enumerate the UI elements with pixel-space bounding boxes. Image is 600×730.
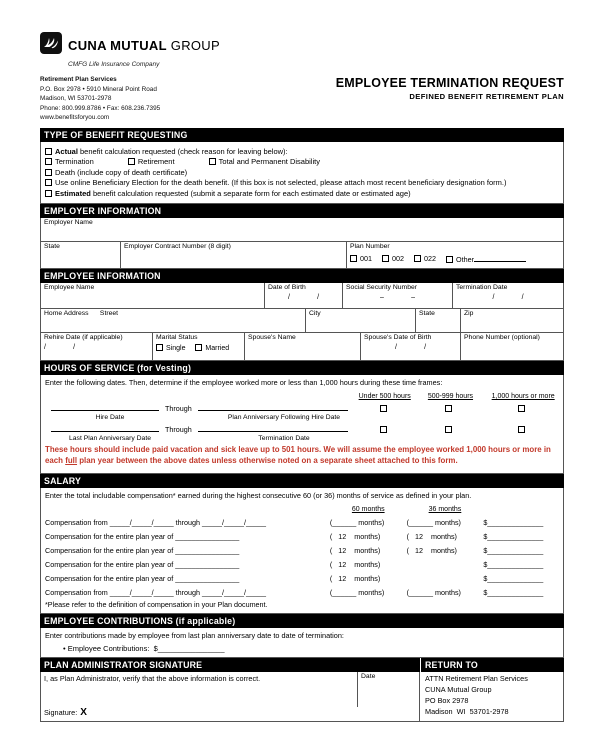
single-checkbox[interactable] <box>156 344 163 351</box>
section-header-benefit-type: TYPE OF BENEFIT REQUESTING <box>40 128 564 142</box>
beneficiary-label: Use online Beneficiary Election for the death benefit. (If this box is not selected, please attach most recent beneficiary designation form.) <box>55 178 507 188</box>
page-title: EMPLOYEE TERMINATION REQUEST <box>335 76 564 90</box>
death-label: Death (include copy of death certificate) <box>55 167 188 177</box>
spouse-dob-label: Spouse's Date of Birth <box>364 334 432 342</box>
salary-col-60months: 60 months <box>351 506 385 514</box>
salary-instructions: Enter the total includable compensation* earned during the highest consecutive 60 (or 36) months of service as defined in your plan. <box>45 491 472 501</box>
employer-state-field[interactable] <box>41 242 121 268</box>
contact-website: www.benefitsforyou.com <box>40 114 110 122</box>
benefit-type-section <box>40 142 564 204</box>
rehire-date-slashes: / / <box>44 344 76 352</box>
salary-row4-amount-input[interactable]: $______________ <box>483 560 544 570</box>
plan-anniversary-input[interactable] <box>198 402 348 411</box>
salary-row <box>41 513 563 527</box>
salary-row6-label[interactable]: Compensation from _____/_____/_____ through _____/_____/_____ <box>45 588 266 598</box>
company-logo <box>40 32 564 59</box>
salary-row6-60months-input[interactable]: (______ months) <box>329 588 385 598</box>
company-name-bold: CUNA MUTUAL <box>68 38 167 53</box>
date-field[interactable] <box>357 672 419 707</box>
termination-date-field[interactable] <box>453 283 563 308</box>
dob-field[interactable] <box>265 283 343 308</box>
section-header-employee: EMPLOYEE INFORMATION <box>40 269 564 283</box>
marital-status-field <box>153 333 245 360</box>
termination-date-input[interactable] <box>198 423 348 432</box>
ssn-field[interactable] <box>343 283 453 308</box>
contact-department: Retirement Plan Services <box>40 76 117 83</box>
hours-warning-underlined: full <box>65 455 78 465</box>
hours-warning-part2: plan year between the above dates unless otherwise noted on a separate sheet attached to this form. <box>77 455 458 465</box>
termination-date-slashes: / / <box>492 294 524 302</box>
estimated-benefit-checkbox[interactable] <box>45 190 52 197</box>
single-label: Single <box>166 345 186 353</box>
salary-row5-label[interactable]: Compensation for the entire plan year of ________________ <box>45 574 240 584</box>
online-beneficiary-checkbox[interactable] <box>45 179 52 186</box>
signature-return-section <box>40 658 564 722</box>
section-header-salary: SALARY <box>40 474 564 488</box>
hours-instructions: Enter the following dates. Then, determine if the employee worked more or less than 1,000 hours during these time frames: <box>45 378 443 388</box>
last-anniversary-label: Last Plan Anniversary Date <box>69 435 151 443</box>
signature-statement: I, as Plan Administrator, verify that the above information is correct. <box>44 674 261 684</box>
employer-state-label: State <box>44 243 60 251</box>
married-checkbox[interactable] <box>195 344 202 351</box>
contact-address-line2: Madison, WI 53701-2978 <box>40 95 112 103</box>
hours-section <box>40 375 564 474</box>
company-name-light: GROUP <box>170 38 220 53</box>
salary-row3-36months: ( 12 months) <box>406 546 457 556</box>
signature-label: Signature: <box>44 708 78 718</box>
salary-row <box>41 583 563 597</box>
salary-row3-label[interactable]: Compensation for the entire plan year of ________________ <box>45 546 240 556</box>
death-checkbox[interactable] <box>45 169 52 176</box>
salary-row1-60months-input[interactable]: (______ months) <box>329 518 385 528</box>
salary-footnote: *Please refer to the definition of compensation in your Plan document. <box>45 600 268 610</box>
salary-col-36months: 36 months <box>428 506 462 514</box>
married-label: Married <box>205 345 230 353</box>
plan-001-checkbox[interactable] <box>350 255 357 262</box>
form-header <box>40 32 564 123</box>
salary-row1-amount-input[interactable]: $______________ <box>483 518 544 528</box>
estimated-label-rest: benefit calculation requested (submit a separate form for each estimated date or estimated age) <box>90 188 411 198</box>
plan-other-input[interactable] <box>474 253 526 262</box>
contributions-amount-input[interactable]: $________________ <box>153 644 225 654</box>
salary-row3-60months: ( 12 months) <box>329 546 381 556</box>
estimated-benefit-row <box>45 189 559 198</box>
contact-address-line1: P.O. Box 2978 • 5910 Mineral Point Road <box>40 85 157 93</box>
contact-block <box>40 75 160 123</box>
plan-002-checkbox[interactable] <box>382 255 389 262</box>
return-to-address <box>420 672 564 722</box>
hours1-under500-checkbox[interactable] <box>380 405 387 412</box>
actual-label-bold: Actual <box>55 146 78 156</box>
hire-date-input[interactable] <box>51 402 159 411</box>
contributions-section <box>40 628 564 658</box>
company-name <box>68 38 220 53</box>
city-field[interactable] <box>306 309 416 332</box>
contributions-bullet-row <box>41 644 563 653</box>
ssn-dashes: – – <box>379 294 415 302</box>
date-label: Date <box>361 673 376 681</box>
estimated-label-bold: Estimated <box>55 188 91 198</box>
through-label-2: Through <box>165 425 192 435</box>
signature-line[interactable] <box>41 707 419 721</box>
page-subtitle: DEFINED BENEFIT RETIREMENT PLAN <box>409 92 564 101</box>
salary-row2-36months: ( 12 months) <box>406 532 457 542</box>
plan-022-checkbox[interactable] <box>414 255 421 262</box>
section-header-employer: EMPLOYER INFORMATION <box>40 204 564 218</box>
salary-row <box>41 527 563 541</box>
hours1-1000plus-checkbox[interactable] <box>518 405 525 412</box>
plan-number-label: Plan Number <box>350 243 390 251</box>
employee-name-field[interactable] <box>41 283 265 308</box>
termination-checkbox[interactable] <box>45 158 52 165</box>
street-field[interactable] <box>41 309 306 332</box>
salary-row6-amount-input[interactable]: $______________ <box>483 588 544 598</box>
contributions-amount-label: Employee Contributions: <box>67 644 154 654</box>
zip-field[interactable] <box>461 309 563 332</box>
hours-col-1000plus: 1,000 hours or more <box>491 393 555 401</box>
beneficiary-row <box>45 178 559 187</box>
section-header-hours: HOURS OF SERVICE (for Vesting) <box>40 361 564 375</box>
through-label-1: Through <box>165 404 192 414</box>
contributions-instructions: Enter contributions made by employee from last plan anniversary date to date of termination: <box>45 631 344 641</box>
salary-row2-amount-input[interactable]: $______________ <box>483 532 544 542</box>
actual-label-rest: benefit calculation requested (check reason for leaving below): <box>77 146 288 156</box>
spouse-dob-field[interactable] <box>361 333 461 360</box>
employee-name-label: Employee Name <box>44 284 95 292</box>
return-to-line3: PO Box 2978 <box>425 696 469 706</box>
termination-date-sub-label: Termination Date <box>258 435 310 443</box>
termination-date-label: Termination Date <box>456 284 508 292</box>
rehire-date-field[interactable] <box>41 333 153 360</box>
zip-label: Zip <box>464 310 474 318</box>
rehire-date-label: Rehire Date (if applicable) <box>44 334 123 342</box>
salary-row <box>41 541 563 555</box>
last-anniversary-input[interactable] <box>51 423 159 432</box>
salary-row5-60months: ( 12 months) <box>329 574 381 584</box>
hours-warning-part1: These hours should include paid vacation and sick leave up to 501 hours. We will assume the employee worked 1,000 hours or more in each <box>45 445 551 465</box>
section-header-signature: PLAN ADMINISTRATOR SIGNATURE <box>40 658 420 672</box>
hours-col-500-999: 500-999 hours <box>427 393 474 401</box>
actual-benefit-checkbox[interactable] <box>45 148 52 155</box>
contact-phone-fax: Phone: 800.999.8786 • Fax: 608.236.7395 <box>40 104 161 112</box>
section-header-return-to: RETURN TO <box>420 658 564 672</box>
death-row <box>45 168 559 177</box>
return-to-line1: ATTN Retirement Plan Services <box>425 674 528 684</box>
salary-row4-label[interactable]: Compensation for the entire plan year of ________________ <box>45 560 240 570</box>
salary-row2-label[interactable]: Compensation for the entire plan year of ________________ <box>45 532 240 542</box>
hours2-1000plus-checkbox[interactable] <box>518 426 525 433</box>
hours2-under500-checkbox[interactable] <box>380 426 387 433</box>
disability-label: Total and Permanent Disability <box>218 157 320 167</box>
phone-label: Phone Number (optional) <box>464 334 540 342</box>
spouse-dob-slashes: / / <box>394 344 427 352</box>
dob-label: Date of Birth <box>268 284 306 292</box>
plan-002-label: 002 <box>392 254 404 264</box>
home-address-label: Home Address Street <box>44 310 119 318</box>
ssn-label: Social Security Number <box>346 284 418 292</box>
salary-row <box>41 569 563 583</box>
hours1-500-999-checkbox[interactable] <box>445 405 452 412</box>
salary-row2-60months: ( 12 months) <box>329 532 381 542</box>
salary-row4-60months: ( 12 months) <box>329 560 381 570</box>
hours2-500-999-checkbox[interactable] <box>445 426 452 433</box>
plan-other-checkbox[interactable] <box>446 256 453 263</box>
salary-row5-amount-input[interactable]: $______________ <box>483 574 544 584</box>
salary-row1-36months-input[interactable]: (______ months) <box>406 518 461 528</box>
leaving-reasons-row <box>45 157 559 166</box>
employee-section <box>40 283 564 361</box>
city-label: City <box>309 310 321 318</box>
employer-name-label: Employer Name <box>44 219 93 227</box>
bullet-icon: • <box>63 644 68 654</box>
employer-section <box>40 218 564 269</box>
spouse-name-field[interactable] <box>245 333 361 360</box>
marital-status-label: Marital Status <box>156 334 198 342</box>
retirement-checkbox[interactable] <box>128 158 135 165</box>
return-to-line4: Madison WI 53701-2978 <box>425 707 509 717</box>
plan-other-label: Other <box>456 255 474 265</box>
phone-field[interactable] <box>461 333 563 360</box>
plan-001-label: 001 <box>360 254 372 264</box>
address-state-field[interactable] <box>416 309 461 332</box>
salary-section <box>40 488 564 614</box>
salary-row3-amount-input[interactable]: $______________ <box>483 546 544 556</box>
salary-row <box>41 555 563 569</box>
dob-slashes: / / <box>287 294 320 302</box>
street-label: Street <box>99 310 119 318</box>
hire-date-label: Hire Date <box>95 414 125 422</box>
contract-number-field[interactable] <box>121 242 347 268</box>
employer-name-field[interactable] <box>41 218 563 241</box>
salary-row6-36months-input[interactable]: (______ months) <box>406 588 461 598</box>
hours-col-under500: Under 500 hours <box>358 393 411 401</box>
salary-row1-label[interactable]: Compensation from _____/_____/_____ through _____/_____/_____ <box>45 518 266 528</box>
section-header-contributions: EMPLOYEE CONTRIBUTIONS (if applicable) <box>40 614 564 628</box>
signature-x-mark: X <box>80 707 87 719</box>
termination-label: Termination <box>55 157 94 167</box>
disability-checkbox[interactable] <box>209 158 216 165</box>
plan-number-field <box>347 242 563 268</box>
retirement-label: Retirement <box>137 157 175 167</box>
return-to-line2: CUNA Mutual Group <box>425 685 492 695</box>
contract-number-label: Employer Contract Number (8 digit) <box>124 243 231 251</box>
plan-anniversary-label: Plan Anniversary Following Hire Date <box>227 414 341 422</box>
actual-benefit-row <box>45 147 559 156</box>
spouse-name-label: Spouse's Name <box>248 334 296 342</box>
address-state-label: State <box>419 310 435 318</box>
plan-022-label: 022 <box>424 254 436 264</box>
company-tagline: CMFG Life Insurance Company <box>68 61 160 68</box>
hours-warning-text <box>41 442 563 470</box>
cuna-eagle-logo-icon <box>40 32 62 59</box>
